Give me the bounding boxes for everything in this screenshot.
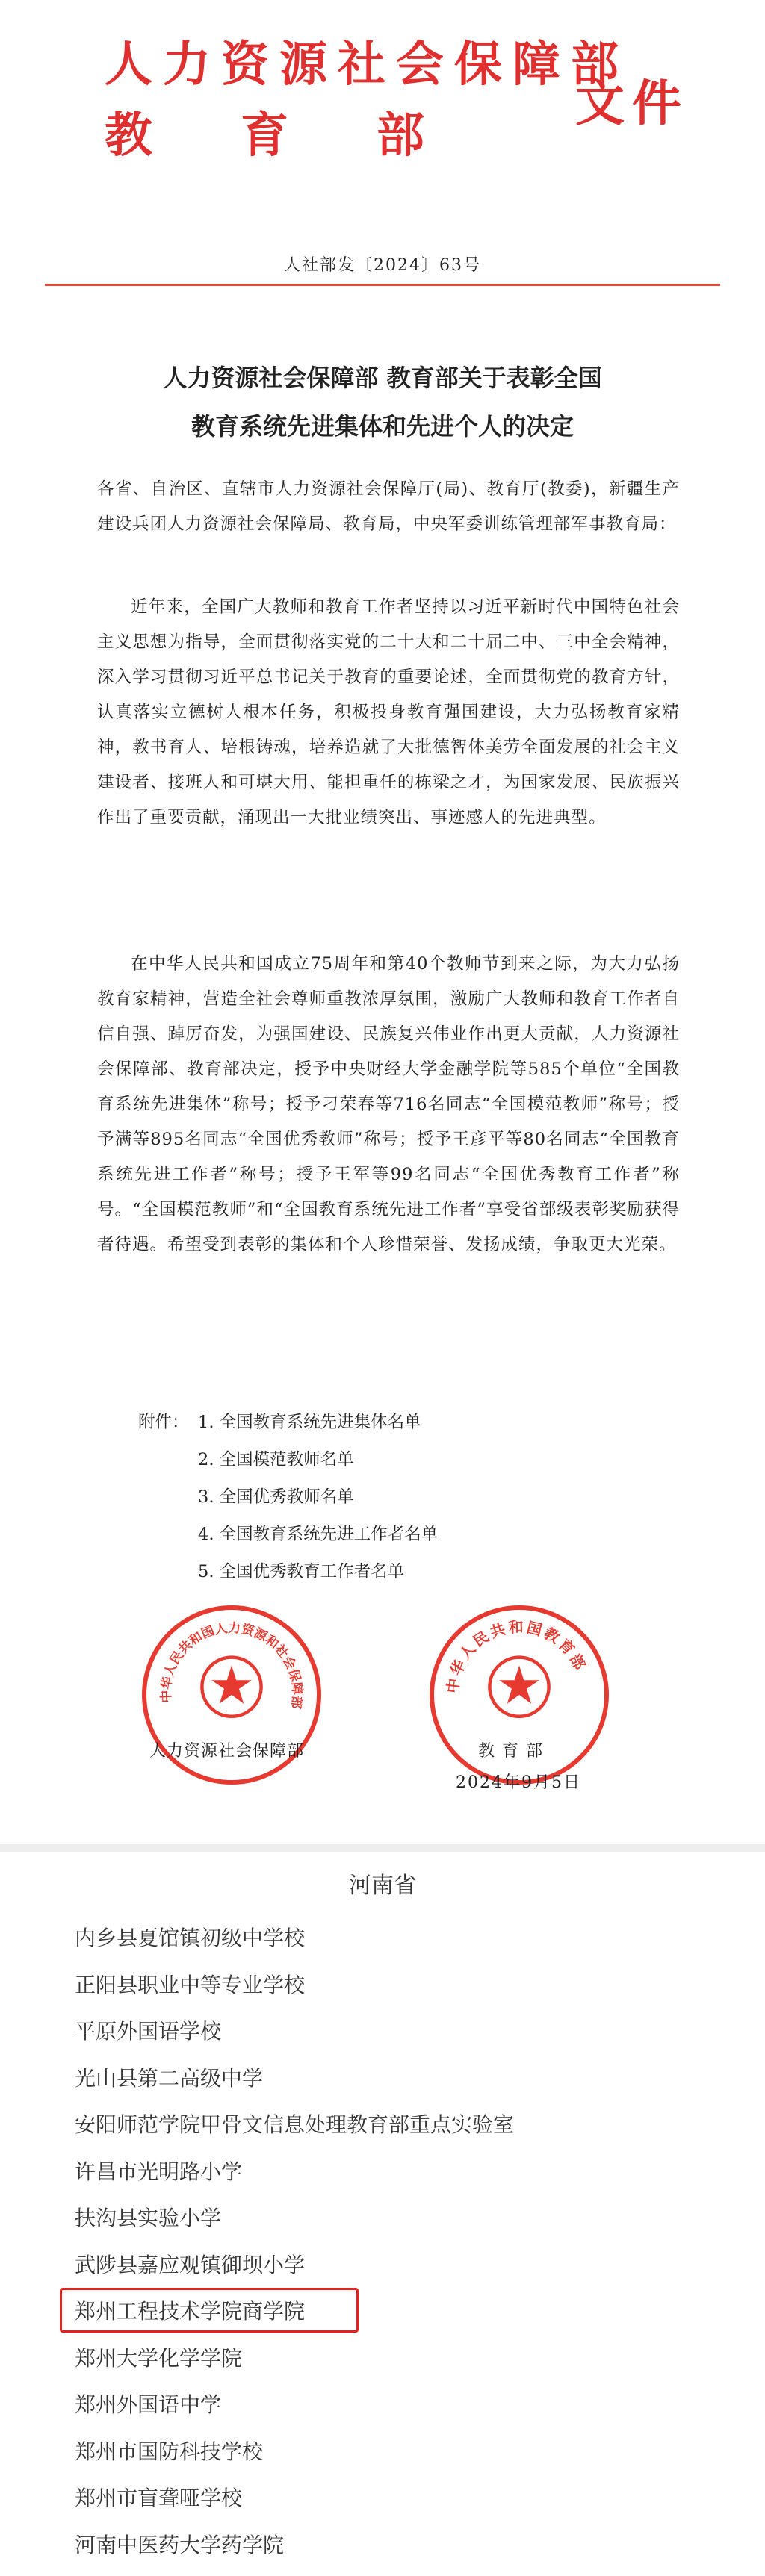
signatory-mohrss: 人力资源社会保障部 xyxy=(149,1742,305,1761)
list-item: 正阳县职业中等专业学校 xyxy=(75,1972,306,1997)
list-item: 武陟县嘉应观镇御坝小学 xyxy=(75,2252,306,2277)
list-item: 郑州外国语中学 xyxy=(75,2392,222,2417)
highlight-box xyxy=(60,2288,359,2333)
list-item-highlighted: 郑州工程技术学院商学院 xyxy=(75,2299,306,2324)
list-item: 安阳师范学院甲骨文信息处理教育部重点实验室 xyxy=(75,2112,515,2137)
national-emblem-icon xyxy=(198,1653,265,1720)
seal1-arc-text: 中华人民共和国人力资源和社会保障部 xyxy=(158,1620,305,1710)
list-item: 许昌市光明路小学 xyxy=(75,2159,243,2184)
attachments-list xyxy=(138,1404,438,1590)
list-item: 郑州市盲聋哑学校 xyxy=(75,2486,243,2510)
signatory-moe: 教育部 xyxy=(478,1742,551,1761)
attachment-item: 1. 全国教育系统先进集体名单 xyxy=(198,1413,421,1432)
attachment-item: 5. 全国优秀教育工作者名单 xyxy=(198,1562,405,1581)
decision-title-line1: 人力资源社会保障部 教育部关于表彰全国 xyxy=(163,364,602,392)
list-item: 郑州市国防科技学校 xyxy=(75,2439,264,2464)
list-item: 扶沟县实验小学 xyxy=(75,2206,222,2230)
attachment-item: 2. 全国模范教师名单 xyxy=(198,1450,354,1469)
list-item: 河南中医药大学药学院 xyxy=(75,2532,285,2557)
honoree-list xyxy=(75,1915,717,2569)
decision-title-line2: 教育系统先进集体和先进个人的决定 xyxy=(191,412,574,441)
list-item: 内乡县夏馆镇初级中学校 xyxy=(75,1926,306,1950)
body-paragraph-1: 近年来，全国广大教师和教育工作者坚持以习近平新时代中国特色社会主义思想为指导，全面贯彻落实党的二十大和二十届二中、三中全会精神，深入学习贯彻习近平总书记关于教育的重要论述，全面贯彻党的教育方针，认真落实立德树人根本任务，积极投身教育强国建设，大力弘扬教育家精神，教书育人、培根铸魂，培养造就了大批德智体美劳全面发展的社会主义建设者、接班人和可堪大用、能担重任的栋梁之才，为国家发展、民族振兴作出了重要贡献，涌现出一大批业绩突出、事迹感人的先进典型。 xyxy=(97,597,680,827)
national-emblem-icon xyxy=(486,1653,553,1720)
issuing-org-2: 教育部 xyxy=(105,108,512,164)
issuing-org-1: 人力资源社会保障部 xyxy=(105,37,629,93)
document-number: 人社部发〔2024〕63号 xyxy=(284,256,481,275)
list-item: 平原外国语学校 xyxy=(75,2019,222,2044)
list-item: 郑州大学化学学院 xyxy=(75,2345,243,2371)
attachment-item: 4. 全国教育系统先进工作者名单 xyxy=(198,1525,439,1544)
province-heading: 河南省 xyxy=(349,1873,416,1899)
issue-date: 2024年9月5日 xyxy=(456,1773,581,1792)
red-divider xyxy=(45,284,720,286)
list-item: 光山县第二高级中学 xyxy=(75,2065,264,2091)
seal2-arc-text: 中华人民共和国教育部 xyxy=(443,1617,590,1695)
section-separator xyxy=(0,1844,765,1852)
body-paragraph-2: 在中华人民共和国成立75周年和第40个教师节到来之际，为大力弘扬教育家精神，营造全社会尊师重教浓厚氛围，激励广大教师和教育工作者自信自强、踔厉奋发，为强国建设、民族复兴伟业作出更大贡献，人力资源社会保障部、教育部决定，授予中央财经大学金融学院等585个单位“全国教育系统先进集体”称号；授予刁荣春等716名同志“全国模范教师”称号；授予满等895名同志“全国优秀教师”称号；授予王彦平等80名同志“全国教育系统先进工作者”称号；授予王军等99名同志“全国优秀教育工作者”称号。“全国模范教师”和“全国教育系统先进工作者”享受省部级表彰奖励获得者待遇。希望受到表彰的集体和个人珍惜荣誉、发扬成绩，争取更大光荣。 xyxy=(97,954,680,1254)
attachments-label: 附件： xyxy=(138,1413,189,1432)
attachment-item: 3. 全国优秀教师名单 xyxy=(198,1487,354,1507)
doc-type-label: 文件 xyxy=(575,74,689,132)
addressees: 各省、自治区、直辖市人力资源社会保障厅(局)、教育厅(教委)，新疆生产建设兵团人力资源社会保障局、教育局，中央军委训练管理部军事教育局： xyxy=(97,479,680,534)
